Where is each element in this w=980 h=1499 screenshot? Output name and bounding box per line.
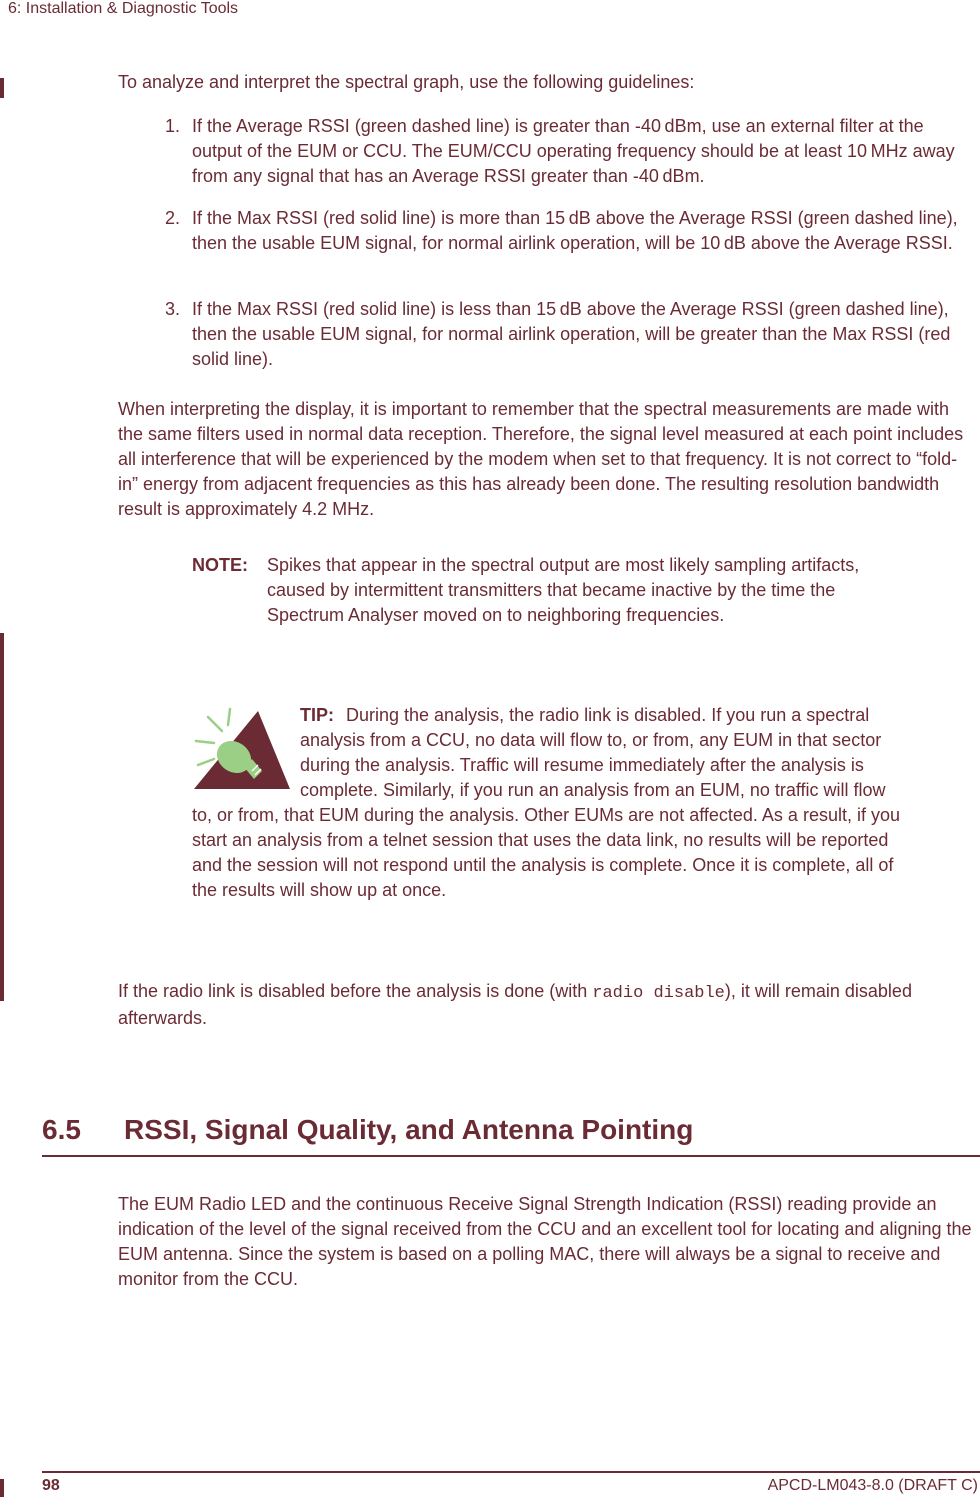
intro-paragraph: To analyze and interpret the spectral graph, use the following guidelines: <box>118 72 695 92</box>
radio-disable-paragraph <box>118 979 976 1031</box>
tip-text: During the analysis, the radio link is disabled. If you run a spectral analysis from a CCU, no data will flow to, or from, any EUM in that sector during the analysis. Traffic will resume immediately after the analysis is complete. Similarly, if you run an analysis from an EUM, no traffic will flow to, or from, that EUM during the analysis. Other EUMs are not affected. As a result, if you start an analysis from a telnet session that uses the data link, no results will be reported and the session will not respond until the analysis is complete. Once it is complete, all of the results will show up at once. <box>192 705 900 900</box>
note-text: Spikes that appear in the spectral output are most likely sampling artifacts, caused by intermittent transmitters that became inactive by the time the Spectrum Analyser moved on to neighboring frequencies. <box>267 555 860 625</box>
list-text: If the Max RSSI (red solid line) is more than 15 dB above the Average RSSI (green dashed line), then the usable EUM signal, for normal airlink operation, will be 10 dB above the Average RSSI. <box>192 208 958 253</box>
footer-rule <box>42 1471 980 1473</box>
paragraph-text: ), it will remain disabled afterwards. <box>118 981 912 1028</box>
command-text: radio disable <box>592 984 725 1003</box>
change-bar <box>0 78 4 98</box>
interpretation-paragraph: When interpreting the display, it is important to remember that the spectral measurements are made with the same filters used in normal data reception. Therefore, the signal level measured at each point includes all interference that will be experienced by the modem when set to that frequency. It is not correct to “fold-in” energy from adjacent frequencies as this has already been done. The resulting resolution bandwidth result is approximately 4.2 MHz. <box>118 399 964 519</box>
list-text: If the Max RSSI (red solid line) is less than 15 dB above the Average RSSI (green dashed line), then the usable EUM signal, for normal airlink operation, will be greater than the Max RSSI (red solid line). <box>192 299 951 369</box>
list-text: If the Average RSSI (green dashed line) is greater than -40 dBm, use an external filter at the output of the EUM or CCU. The EUM/CCU operating frequency should be at least 10 MHz away from any signal that has an Average RSSI greater than -40 dBm. <box>192 116 955 186</box>
tip-block <box>192 703 904 903</box>
section-number: 6.5 <box>42 1114 81 1145</box>
section-rule <box>42 1155 980 1157</box>
paragraph-text: If the radio link is disabled before the analysis is done (with <box>118 981 593 1001</box>
tip-label: TIP: <box>300 705 334 725</box>
section-body: The EUM Radio LED and the continuous Receive Signal Strength Indication (RSSI) reading provide an indication of the level of the signal received from the CCU and an excellent tool for locating and aligning the EUM antenna. Since the system is based on a polling MAC, there will always be a signal to receive and monitor from the CCU. <box>118 1194 972 1289</box>
section-title: RSSI, Signal Quality, and Antenna Pointing <box>124 1114 694 1145</box>
list-number: 1. <box>165 116 181 136</box>
change-bar <box>0 633 4 1001</box>
list-number: 3. <box>165 299 181 319</box>
document-id: APCD-LM043-8.0 (DRAFT C) <box>767 1477 978 1494</box>
page-number: 98 <box>42 1477 60 1494</box>
note-label: NOTE: <box>192 555 248 575</box>
change-bar <box>0 1479 4 1497</box>
list-number: 2. <box>165 208 181 228</box>
lightbulb-icon <box>192 705 292 793</box>
running-header: 6: Installation & Diagnostic Tools <box>8 0 239 17</box>
